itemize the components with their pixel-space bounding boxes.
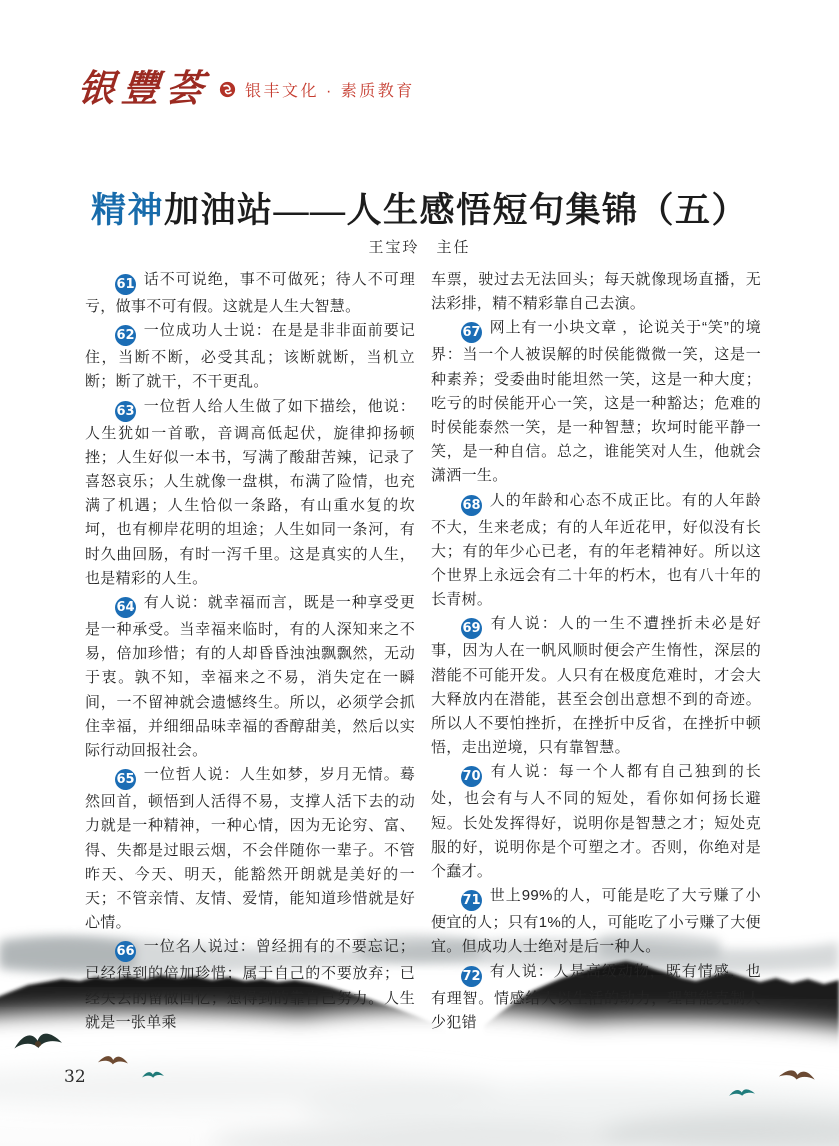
quote-text: 有人说：人是高级动物，既有情感，也有理智。情感给人以生活的动力，理智能克制人少犯错 <box>431 962 761 1031</box>
quote-text: 网上有一小块文章 ，论说关于“笑”的境界：当一个人被误解的时侯能微微一笑，这是一种素养；受委曲时能坦然一笑，这是一种大度；吃亏的时侯能开心一笑，这是一种豁达；危难的时侯能泰然一笑，是一种智慧；坎坷时能平静一笑，是一种自信。总之，谁能笑对人生，他就会潇洒一生。 <box>431 319 761 485</box>
item-number-badge: 64 <box>115 597 136 618</box>
quote-text: 有人说：每一个人都有自己独到的长处，也会有与人不同的短处，看你如何扬长避短。长处发挥得好，说明你是智慧之才；短处克服的好，说明你是个可塑之才。否则，你绝对是个蠢才。 <box>431 763 761 881</box>
quote-text: 车票，驶过去无法回头；每天就像现场直播，无法彩排，精不精彩靠自己去演。 <box>431 271 761 313</box>
item-number-badge: 62 <box>115 325 136 346</box>
brand-tagline: 银丰文化 · 素质教育 <box>245 83 415 100</box>
quote-text: 有人说：就幸福而言，既是一种享受更是一种承受。当幸福来临时，有的人深知来之不易，倍加珍惜；有的人却昏昏浊浊飘飘然，无动于衷。孰不知，幸福来之不易，消失定在一瞬间，一不留神就会遗憾终生。所以，必须学会抓住幸福，并细细品味幸福的香醇甜美，然后以实际行动回报社会。 <box>85 594 415 760</box>
byline-author: 王宝玲 主任 <box>368 239 471 256</box>
quote-paragraph <box>431 884 761 959</box>
quote-paragraph <box>431 489 761 613</box>
quote-paragraph <box>431 316 761 488</box>
quote-paragraph <box>431 612 761 760</box>
quote-paragraph <box>85 268 415 319</box>
title-rest: 加油站——人生感悟短句集锦（五） <box>164 191 749 230</box>
item-number-badge: 69 <box>461 618 482 639</box>
quote-text: 一位成功人士说：在是是非非面前要记住，当断不断，必受其乱；该断就断，当机立断；断了就干，不干更乱。 <box>85 322 415 391</box>
item-number-badge: 65 <box>115 769 136 790</box>
brand-logo-calligraphy: 银豐荟 <box>76 66 212 110</box>
quote-text: 人的年龄和心态不成正比。有的人年龄不大，生来老成；有的人年近花甲，好似没有长大；有的年少心已老，有的年老精神好。所以这个世界上永远会有二十年的朽木，也有八十年的长青树。 <box>431 491 761 609</box>
item-number-badge: 61 <box>115 274 136 295</box>
page-number: 32 <box>64 1067 86 1087</box>
quote-paragraph <box>85 763 415 935</box>
quote-text: 有人说：人的一生不遭挫折未必是好事，因为人在一帆风顺时便会产生惰性，深层的潜能不可能开发。人只有在极度危难时，才会大大释放内在潜能，甚至会创出意想不到的奇迹。所以人不要怕挫折，在挫折中反省，在挫折中顿悟，走出逆境，只有靠智慧。 <box>431 615 761 757</box>
quote-text: 世上99%的人，可能是吃了大亏赚了小便宜的人；只有1%的人，可能吃了小亏赚了大便宜。但成功人士绝对是后一种人。 <box>431 887 761 956</box>
item-number-badge: 70 <box>461 766 482 787</box>
quote-paragraph <box>85 935 415 1035</box>
item-number-badge: 67 <box>461 322 482 343</box>
swirl-icon <box>219 81 236 103</box>
quote-text: 一位哲人说：人生如梦，岁月无情。蓦然回首，顿悟到人活得不易，支撑人活下去的动力就是一种精神，一种心情，因为无论穷、富、得、失都是过眼云烟，不会伴随你一辈子。不管昨天、今天、明天，能豁然开朗就是美好的一天；不管亲情、友情、爱情，能知道珍惜就是好心情。 <box>85 766 415 932</box>
quote-paragraph <box>85 591 415 763</box>
quote-paragraph <box>431 268 761 316</box>
page-title <box>0 183 839 233</box>
title-highlight: 精神 <box>90 191 164 230</box>
masthead <box>76 66 415 110</box>
quote-paragraph <box>85 395 415 591</box>
quote-text: 一位名人说过：曾经拥有的不要忘记；已经得到的倍加珍惜；属于自己的不要放弃；已经失去的留做回忆；想得到的靠自己努力。人生就是一张单乘 <box>85 938 415 1031</box>
item-number-badge: 68 <box>461 495 482 516</box>
quote-paragraph <box>431 760 761 884</box>
article-body <box>85 268 761 1035</box>
item-number-badge: 63 <box>115 401 136 422</box>
item-number-badge: 72 <box>461 966 482 987</box>
item-number-badge: 71 <box>461 890 482 911</box>
column-left <box>85 268 415 1035</box>
quote-text: 话不可说绝，事不可做死；待人不可理亏，做事不可有假。这就是人生大智慧。 <box>85 271 415 315</box>
quote-paragraph <box>85 319 415 394</box>
column-right <box>431 268 761 1035</box>
item-number-badge: 66 <box>115 941 136 962</box>
quote-text: 一位哲人给人生做了如下描绘，他说：人生犹如一首歌，音调高低起伏，旋律抑扬顿挫；人生好似一本书，写满了酸甜苦辣，记录了喜怒哀乐；人生就像一盘棋，布满了险情，也充满了机遇；人生恰似一条路，有山重水复的坎坷，也有柳岸花明的坦途；人生如同一条河，有时久曲回肠，有时一泻千里。这是真实的人生，也是精彩的人生。 <box>85 397 415 587</box>
quote-paragraph <box>431 960 761 1035</box>
